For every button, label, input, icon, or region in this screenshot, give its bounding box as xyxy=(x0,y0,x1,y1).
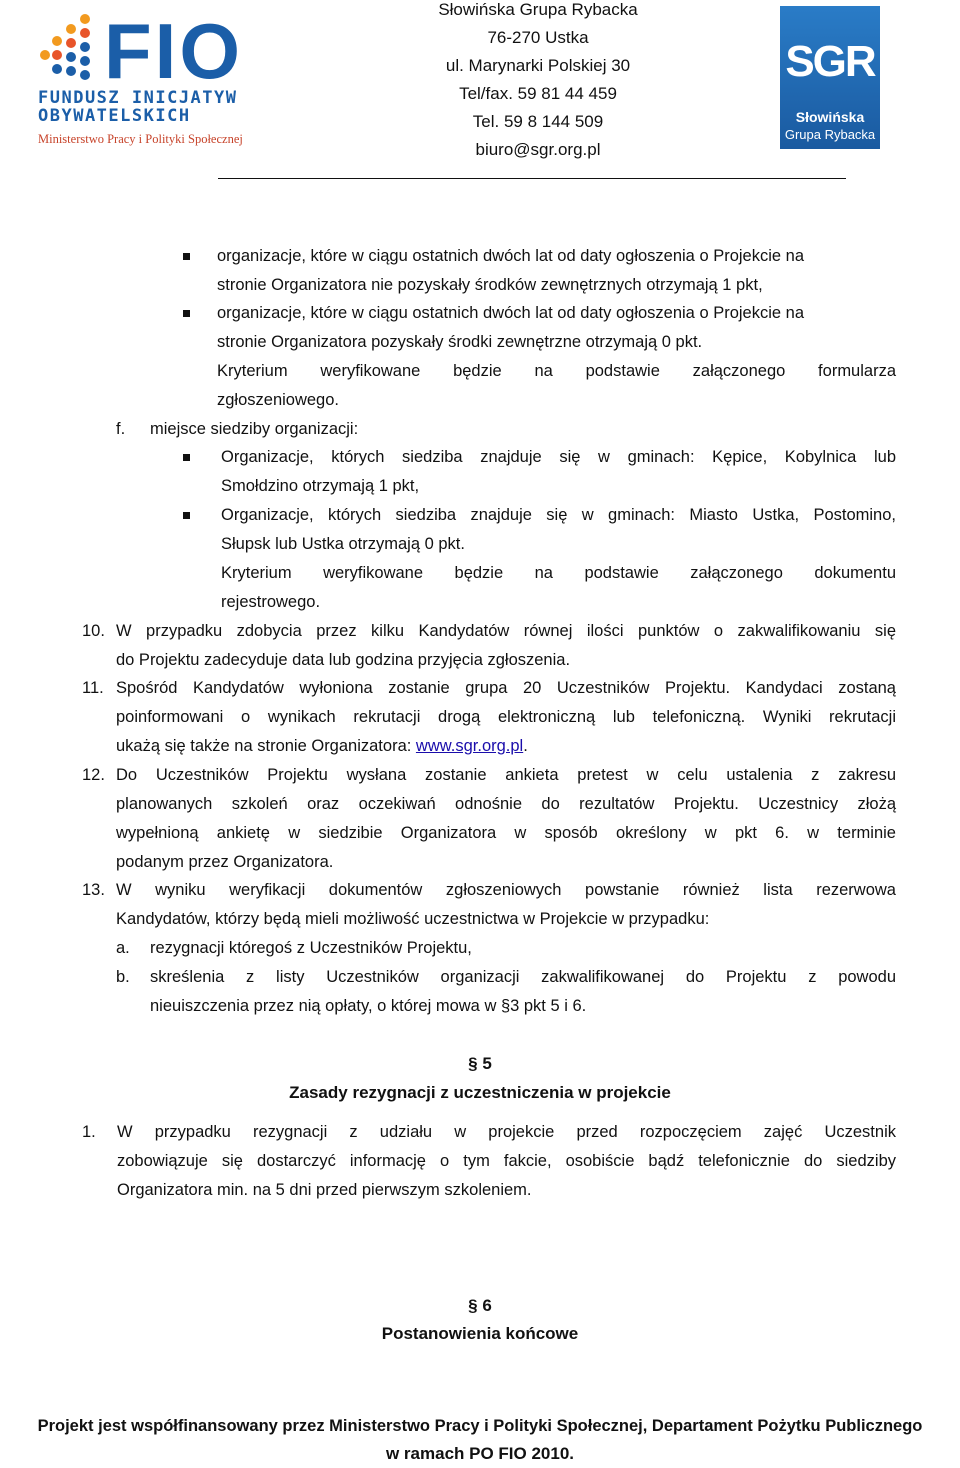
e-bullet1-line2: stronie Organizatora nie pozyskały środków zewnętrznych otrzymają 1 pkt, xyxy=(217,276,763,294)
e-bullet1-line1: organizacje, które w ciągu ostatnich dwóch lat od daty ogłoszenia o Projekcie na xyxy=(217,247,805,265)
p11-line3-end: . xyxy=(523,737,528,755)
p12-number: 12. xyxy=(82,766,105,784)
header-divider xyxy=(218,178,846,179)
f-bullet1-line1: Organizacje, których siedziba znajduje się w gminach: Kępice, Kobylnica lub xyxy=(221,448,896,466)
header-tel: Tel. 59 8 144 509 xyxy=(472,112,604,131)
p13b-line2: nieuiszczenia przez nią opłaty, o której mowa w §3 pkt 5 i 6. xyxy=(150,997,587,1015)
p10-number: 10. xyxy=(82,622,105,640)
f-criterion-line1: Kryterium weryfikowane będzie na podstawie załączonego dokumentu xyxy=(221,564,896,582)
f-title: miejsce siedziby organizacji: xyxy=(150,420,359,438)
p12-line3: wypełnioną ankietę w siedzibie Organizatora w sposób określony w pkt 6. w terminie xyxy=(116,824,896,842)
p13b-marker: b. xyxy=(116,968,130,986)
p13-number: 13. xyxy=(82,881,105,899)
header-org-name: Słowińska Grupa Rybacka xyxy=(438,0,638,19)
e-criterion-line2: zgłoszeniowego. xyxy=(217,391,339,409)
p11-line3-text: ukażą się także na stronie Organizatora: xyxy=(116,737,416,755)
section6-title: Postanowienia końcowe xyxy=(381,1324,579,1343)
s5-p1-line3: Organizatora min. na 5 dni przed pierwszym szkoleniem. xyxy=(117,1181,532,1199)
s5-p1-number: 1. xyxy=(82,1123,96,1141)
f-marker: f. xyxy=(116,420,126,438)
p13a-marker: a. xyxy=(116,939,130,957)
p12-line1: Do Uczestników Projektu wysłana zostanie ankieta pretest w celu ustalenia z zakresu xyxy=(116,766,896,784)
sgr-logo-line1: Słowińska xyxy=(795,109,865,125)
sgr-logo-line2: Grupa Rybacka xyxy=(784,127,876,142)
bullet-icon xyxy=(183,512,190,519)
p13a-line1: rezygnacji któregoś z Uczestników Projektu, xyxy=(150,939,472,957)
e-bullet2-line1: organizacje, które w ciągu ostatnich dwóch lat od daty ogłoszenia o Projekcie na xyxy=(217,304,805,322)
footer-line2: w ramach PO FIO 2010. xyxy=(385,1444,575,1463)
f-bullet1-line2: Smołdzino otrzymają 1 pkt, xyxy=(221,477,420,495)
section5-title: Zasady rezygnacji z uczestniczenia w projekcie xyxy=(289,1083,671,1102)
s5-p1-line1: W przypadku rezygnacji z udziału w projekcie przed rozpoczęciem zajęć Uczestnik xyxy=(117,1123,896,1141)
header-postcode: 76-270 Ustka xyxy=(487,28,589,47)
p13-line2: Kandydatów, którzy będą mieli możliwość uczestnictwa w Projekcie w przypadku: xyxy=(116,910,710,928)
p13-line1: W wyniku weryfikacji dokumentów zgłoszeniowych powstanie również lista rezerwowa xyxy=(116,881,896,899)
sgr-logo-text: SGR xyxy=(785,37,875,86)
p12-line2: planowanych szkoleń oraz oczekiwań odnośnie do rezultatów Projektu. Uczestnicy złożą xyxy=(116,795,896,813)
fio-logo-ministry: Ministerstwo Pracy i Polityki Społecznej xyxy=(38,132,243,146)
sgr-logo xyxy=(780,6,880,149)
section6-number: § 6 xyxy=(468,1296,492,1315)
fio-logo-line1: FUNDUSZ INICJATYW xyxy=(38,88,238,108)
footer-line1: Projekt jest współfinansowany przez Ministerstwo Pracy i Polityki Społecznej, Departament Pożytku Publicznego xyxy=(37,1417,923,1435)
e-bullet2-line2: stronie Organizatora pozyskały środki zewnętrzne otrzymają 0 pkt. xyxy=(217,333,703,351)
p12-line4: podanym przez Organizatora. xyxy=(116,853,334,871)
organizer-website-link[interactable]: www.sgr.org.pl xyxy=(415,737,524,755)
p13b-line1: skreślenia z listy Uczestników organizacji zakwalifikowanej do Projektu z powodu xyxy=(150,968,896,986)
f-bullet2-line2: Słupsk lub Ustka otrzymają 0 pkt. xyxy=(221,535,465,553)
p11-line3 xyxy=(116,732,528,761)
fio-logo-line2: OBYWATELSKICH xyxy=(38,106,191,126)
p11-line2: poinformowani o wynikach rekrutacji drogą elektroniczną lub telefoniczną. Wyniki rekrutacji xyxy=(116,708,896,726)
bullet-icon xyxy=(183,454,190,461)
bullet-icon xyxy=(183,310,190,317)
section5-number: § 5 xyxy=(468,1054,492,1073)
header-telfax: Tel/fax. 59 81 44 459 xyxy=(459,84,617,103)
p10-line2: do Projektu zadecyduje data lub godzina przyjęcia zgłoszenia. xyxy=(116,651,571,669)
header-email: biuro@sgr.org.pl xyxy=(475,140,601,159)
s5-p1-line2: zobowiązuje się dostarczyć informację o tym fakcie, osobiście bądź telefonicznie do siedziby xyxy=(117,1152,896,1170)
p11-number: 11. xyxy=(82,679,104,697)
header-street: ul. Marynarki Polskiej 30 xyxy=(445,56,631,75)
fio-logo-text: FIO xyxy=(104,7,243,95)
f-criterion-line2: rejestrowego. xyxy=(221,593,321,611)
bullet-icon xyxy=(183,253,190,260)
e-criterion-line1: Kryterium weryfikowane będzie na podstawie załączonego formularza xyxy=(217,362,896,380)
p10-line1: W przypadku zdobycia przez kilku Kandydatów równej ilości punktów o zakwalifikowaniu się xyxy=(116,622,896,640)
f-bullet2-line1: Organizacje, których siedziba znajduje się w gminach: Miasto Ustka, Postomino, xyxy=(221,506,896,524)
p11-line1: Spośród Kandydatów wyłoniona zostanie grupa 20 Uczestników Projektu. Kandydaci zostaną xyxy=(116,679,896,697)
